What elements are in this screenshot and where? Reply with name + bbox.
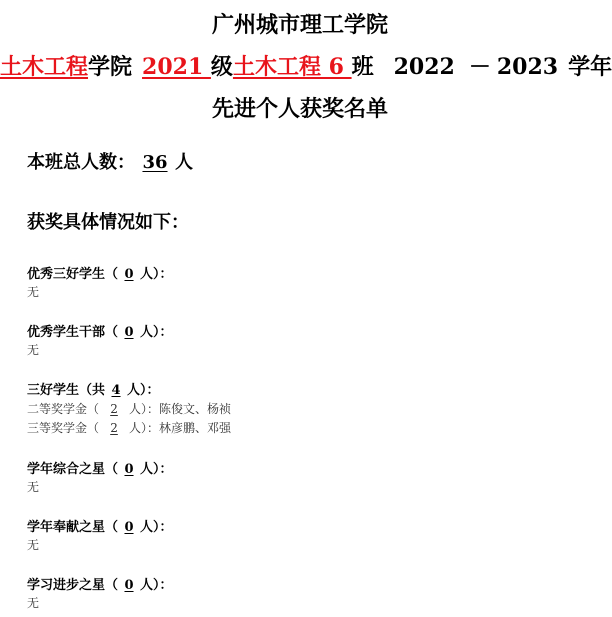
class-name: 土木工程 6 [232,54,352,80]
total-count: 36 [142,152,168,173]
award-suffix: 人）： [140,267,173,282]
award-body-outstanding-cadre: 无 [27,343,40,357]
award-title-progress-star [27,574,173,593]
award-suffix: 人）： [140,325,173,340]
college-name: 土木工程 [0,54,89,80]
award-suffix: 人）： [140,462,173,477]
grade-year: 2021 [142,54,211,80]
award-name: 三好学生（共 [27,383,106,398]
college-suffix: 学院 [88,54,133,80]
scholarship-suffix: 人）： [129,402,160,416]
award-name: 学年综合之星（ [27,462,119,477]
award-count: 0 [124,462,134,477]
total-label: 本班总人数： [27,152,135,173]
award-title-merit-student [27,379,160,398]
scholarship-names: 林彦鹏、邓强 [159,421,232,435]
award-name: 优秀三好学生（ [27,267,119,282]
scholarship-count: 2 [110,402,118,416]
academic-year-suffix: 学年 [568,54,612,80]
class-suffix: 班 [351,54,374,80]
school-title: 广州城市理工学院 [211,12,388,38]
scholarship-line-third [27,419,231,436]
scholarship-line-second [27,400,231,417]
total-unit: 人 [175,152,193,173]
award-suffix: 人）： [140,520,173,535]
award-name: 优秀学生干部（ [27,325,119,340]
award-suffix: 人）： [127,383,160,398]
award-count: 4 [111,383,121,398]
scholarship-names: 陈俊文、杨祯 [159,402,232,416]
scholarship-count: 2 [110,421,118,435]
scholarship-suffix: 人）： [129,421,160,435]
academic-year-end: 2023 [496,54,559,80]
award-body-dedication-star: 无 [27,538,40,552]
class-total [27,148,193,174]
award-count: 0 [124,325,134,340]
award-body-comprehensive-star: 无 [27,480,40,494]
award-title-dedication-star [27,516,173,535]
award-count: 0 [124,520,134,535]
detail-heading: 获奖具体情况如下： [27,212,189,233]
list-title: 先进个人获奖名单 [211,96,388,122]
scholarship-label: 二等奖学金（ [27,402,100,416]
grade-suffix: 级 [210,54,233,80]
award-count: 0 [124,578,134,593]
award-title-comprehensive-star [27,458,173,477]
award-body-outstanding-merit-student: 无 [27,285,40,299]
class-title-line [0,50,612,81]
scholarship-label: 三等奖学金（ [27,421,100,435]
academic-year-start: 2022 [393,54,455,80]
award-name: 学年奉献之星（ [27,520,119,535]
award-title-outstanding-cadre [27,321,173,340]
award-name: 学习进步之星（ [27,578,119,593]
year-dash: － [468,54,491,80]
award-suffix: 人）： [140,578,173,593]
award-count: 0 [124,267,134,282]
award-body-progress-star: 无 [27,596,40,610]
award-title-outstanding-merit-student [27,263,173,282]
